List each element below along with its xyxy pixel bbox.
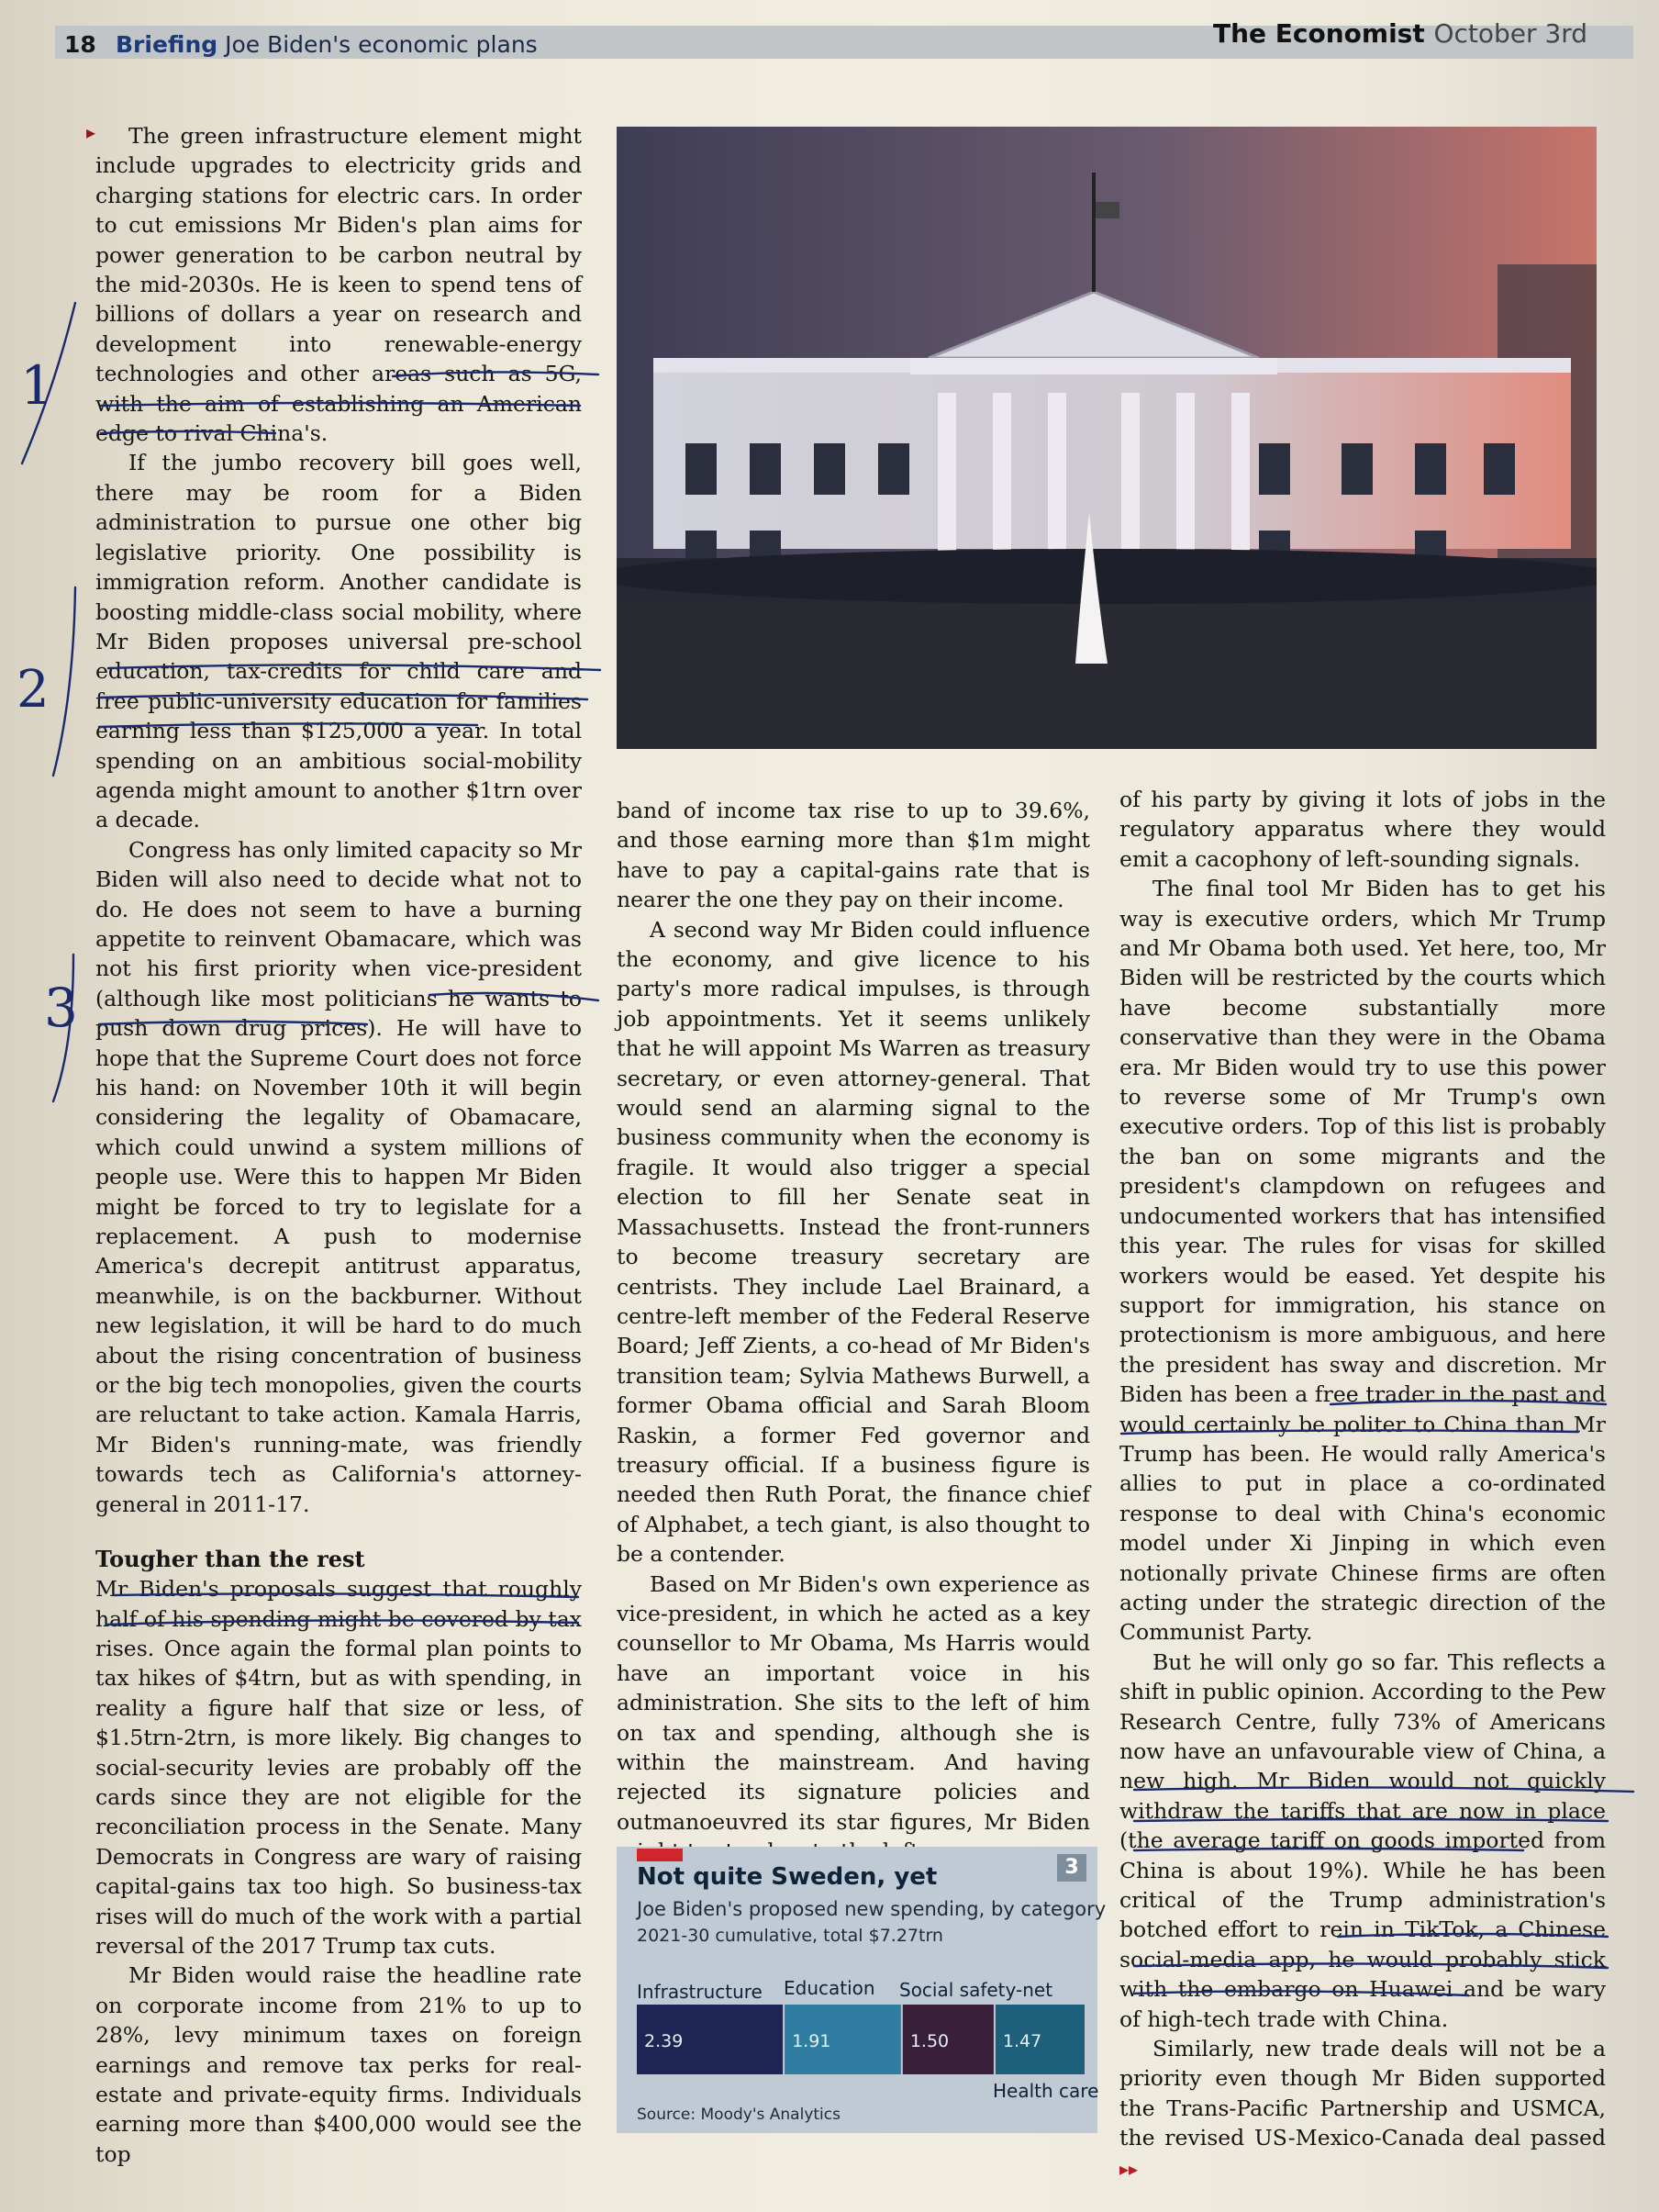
underline [101, 403, 580, 406]
issue-date: October 3rd [1433, 18, 1588, 49]
chart-value-label: 1.47 [1002, 2031, 1042, 2051]
underline [99, 1022, 367, 1024]
chart-title: Not quite Sweden, yet [637, 1863, 938, 1891]
paragraph: Mr Biden would raise the headline rate on corporate income from 21% to up to 28%, levy minimum taxes on foreign earnings and remove tax perks for real-estate and private-equity firms. Individuals earning more than $400,000 would see the top [95, 1962, 582, 2167]
chart-value-label: 2.39 [644, 2031, 684, 2051]
chart-category-label: Education [784, 1977, 875, 1999]
underline [1134, 1991, 1468, 1995]
chart-subtitle-2: 2021-30 cumulative, total $7.27trn [637, 1926, 943, 1946]
underline [99, 723, 477, 727]
paragraph: of his party by giving it lots of jobs in the regulatory apparatus where they would emit a cacophony of left-sounding signals. [1119, 787, 1606, 872]
article-title: Joe Biden's economic plans [225, 31, 538, 58]
underline [1134, 1963, 1608, 1968]
publication-name: The Economist [1213, 18, 1425, 49]
continue-arrow-icon: ▸▸ [1119, 2157, 1139, 2180]
underline [393, 372, 598, 376]
section-label: Briefing [116, 31, 218, 58]
bracket-stroke [53, 587, 75, 776]
page-number: 18 [64, 31, 96, 58]
underline [108, 665, 600, 670]
chart-source: Source: Moody's Analytics [637, 2106, 841, 2124]
paragraph: Congress has only limited capacity so Mr Biden will also need to decide what not to do. He does not seem to have a burning appetite to reinvent Obamacare, which was not his first priority when vice-president (although like most politicians he wants to push down drug prices). He will have to hope that the Supreme Court does not force his hand: on November 10th it will begin considering the legality of Obamacare, which could unwind a system millions of people use. Were this to happen Mr Biden might be forced to try to legislate for a replacement. A push to modernise America's decrepit antitrust apparatus, meanwhile, is on the backburner. Without new legislation, it will be hard to do much about the rising concentration of business or the big tech monopolies, given the courts are reluctant to take action. Kamala Harris, Mr Biden's running-mate, was friendly towards tech as California's attorney-general in 2011-17. [95, 836, 582, 1517]
paragraph: The green infrastructure element might include upgrades to electricity grids and charging stations for electric cars. In order to cut emissions Mr Biden's plan aims for power generation to be carbon neutral by the mid-2030s. He is keen to spend tens of billions of dollars a year on research and development into renewable-energy technologies and other areas such as 5G, with the aim of establishing an American edge to rival China's. [95, 123, 582, 447]
underline [429, 993, 598, 1000]
underline [1121, 1430, 1578, 1434]
underline [106, 1620, 578, 1625]
start-marker-icon: ▸ [86, 121, 96, 143]
chart-category-label: Social safety-net [899, 1979, 1053, 2001]
paragraph: Mr Biden's proposals suggest that roughly half of his spending might be covered by tax rises. Once again the formal plan points to tax hikes of $4trn, but as with spending, in reality a figure half that size or less, of $1.5trn-2trn, is more likely. Big changes to social-security levies are probably off the cards since they are not eligible for the reconciliation process in the Senate. Many Democrats in Congress are wary of raising capital-gains tax too high. So business-tax rises will do much of the work with a partial reversal of the 2017 Trump tax cuts. [95, 1576, 582, 1959]
paragraph: Based on Mr Biden's own experience as vice-president, in which he acted as a key counsellor to Mr Obama, Ms Harris would have an important voice in his administration. She sits to the left of him on tax and spending, although she is within the mainstream. And having rejected its signature policies and outmanoeuvred its star figures, Mr Biden [617, 1570, 1090, 1835]
paragraph: But he will only go so far. This reflects a shift in public opinion. According to the Pew Research Centre, fully 73% of Americans now have an unfavourable view of China, a new high. Mr Biden would not quickly withdraw the tariffs that are now in place (the average tariff on goods imported from China is about 19%). While he has been critical of the Trump administration's botched effort to rein in TikTok, a Chinese social-media app, he would probably stick with the embargo on Huawei and be wary of high-tech trade with China. [1119, 1648, 1606, 2032]
underline [1134, 1787, 1633, 1792]
chart-value-label: 1.91 [792, 2031, 831, 2051]
paragraph: band of income tax rise to up to 39.6%, and those earning more than $1m might have to pay a capital-gains rate that is nearer the one they pay on their income. [617, 798, 1090, 913]
underline [1338, 1934, 1608, 1937]
paragraph: If the jumbo recovery bill goes well, there may be room for a Biden administration to pursue one other big legislative priority. One possibility is immigration reform. Another candidate is boosting middle-class social mobility, where Mr Biden proposes universal pre-school education, tax-credits for child care and free public-university education for families earning less than $125,000 a year. In total spending on an ambitious social-mobility agenda might amount to another $1trn over a decade. [95, 450, 582, 833]
paragraph-text: Similarly, new trade deals will not be a priority even though Mr Biden supported the Trans-Pacific Partnership and USMCA, the revised US-Mexico-Canada deal passed [1119, 2036, 1606, 2151]
underline [1331, 1401, 1606, 1404]
underline [1134, 1849, 1523, 1850]
chart-subtitle: Joe Biden's proposed new spending, by category [637, 1898, 1107, 1920]
paragraph: A second way Mr Biden could influence the economy, and give licence to his party's more radical impulses, is through job appointments. Yet it seems unlikely that he will appoint Ms Warren as treasury secretary, or even attorney-general. That would send an alarming signal to the business community when the economy is fragile. It would also trigger a special election to fill her Senate seat in Massachusetts. Instead the front-runners to become treasury secretary are centrists. They include Lael Brainard, a centre-left member of the Federal Reserve Board; Jeff Zients, a co-head of Mr Biden's transition team; Sylvia Mathews Burwell, a former Obama official and Sarah Bloom Raskin, a former Fed governor and treasury official. If a business figure is needed then Ruth Porat, the finance chief of Alphabet, a tech giant, is also thought to be a contender. [617, 916, 1090, 1568]
chart-value-label: 1.50 [909, 2031, 950, 2051]
annotation-number: 2 [17, 660, 50, 720]
chart-number: 3 [1057, 1854, 1086, 1882]
annotation-number: 1 [20, 354, 54, 417]
chart-category-label: Infrastructure [637, 1981, 763, 2003]
underline [1134, 1819, 1608, 1821]
annotation-number: 3 [44, 977, 78, 1039]
underline [99, 694, 587, 699]
underline [114, 1593, 578, 1597]
paragraph: The final tool Mr Biden has to get his way is executive orders, which Mr Trump and Mr Obama both used. Yet here, too, Mr Biden will be restricted by the courts which have become substantially more conservative than they were in the Obama era. Mr Biden would try to use this power to reverse some of Mr Trump's own executive orders. Top of this list is probably the ban on some migrants and the president's clampdown on refugees and undocumented workers that has intensified this year. The rules for visas for skilled workers would be eased. Yet despite his support for immigration, his stance on protectionism is more ambiguous, and here the president has sway and discretion. Mr Biden has been a free trader in the past and would certainly be politer to China than Mr Trump has been. He would rally America's allies to put in place a co-ordinated response to deal with China's economic model under Xi Jinping in which even notionally private Chinese firms are often acting under the strategic direction of the Communist Party. [1119, 876, 1606, 1646]
chart-category-label: Health care [993, 2080, 1099, 2102]
underline [101, 431, 275, 433]
subheading: Tougher than the rest [95, 1546, 365, 1573]
